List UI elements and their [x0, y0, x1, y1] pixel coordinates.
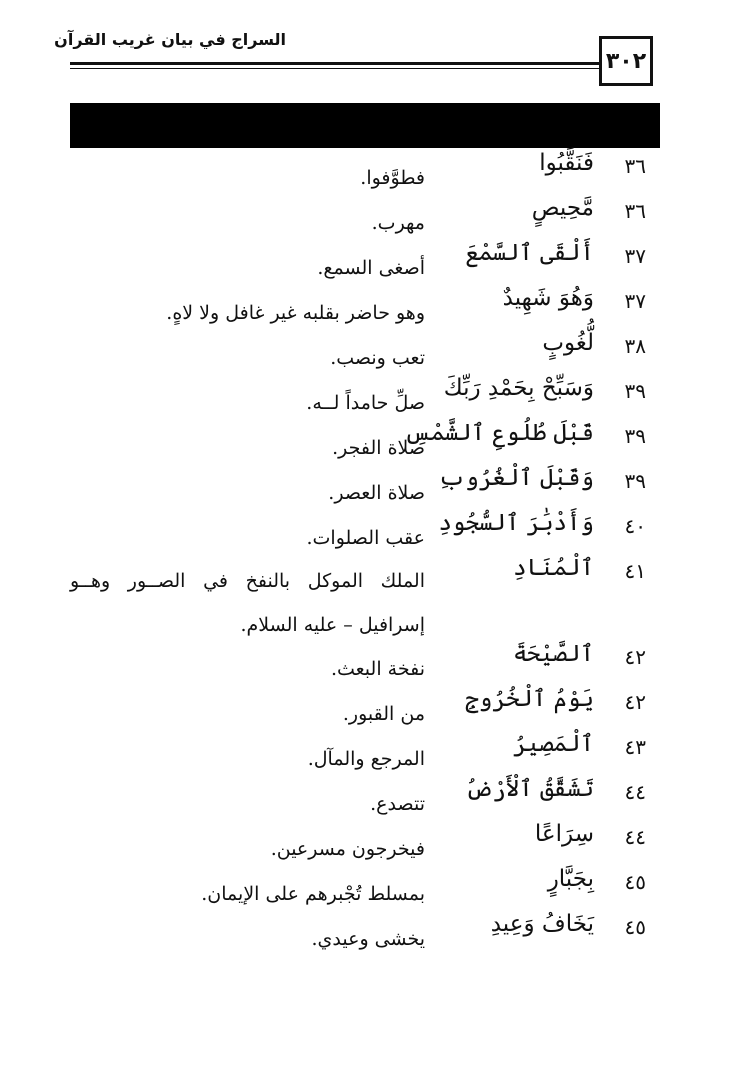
word-meaning: مهرب. [371, 212, 425, 234]
glossary-row [70, 240, 660, 285]
verse-number: ٣٩ [624, 469, 646, 493]
section-heading-bar [70, 103, 660, 148]
glossary-row [70, 555, 660, 641]
quran-word: وَسَبِّحْ بِحَمْدِ رَبِّكَ [443, 375, 594, 401]
quran-word: سِرَاعًا [534, 821, 594, 847]
quran-word: وَهُوَ شَهِيدٌ [502, 285, 594, 311]
glossary-row [70, 776, 660, 821]
quran-word: أَلْقَى ٱلسَّمْعَ [465, 240, 594, 266]
page-number: ٣٠٢ [599, 36, 653, 86]
word-meaning: من القبور. [342, 703, 425, 725]
word-meaning: أصغى السمع. [317, 257, 425, 279]
word-meaning: فطوَّفوا. [360, 167, 425, 189]
verse-number: ٤٥ [624, 915, 646, 939]
glossary-row [70, 866, 660, 911]
word-meaning: تتصدع. [370, 793, 425, 815]
verse-number: ٤٢ [624, 690, 646, 714]
quran-word: لُّغُوبٍ [542, 330, 594, 356]
glossary-row [70, 510, 660, 555]
glossary-row [70, 150, 660, 195]
quran-word: قَبْلَ طُلُوعِ ٱلشَّمْسِ [404, 420, 594, 446]
glossary-row [70, 731, 660, 776]
page-header [54, 26, 660, 76]
glossary-row [70, 911, 660, 956]
quran-word: ٱلْمَصِيرُ [513, 731, 594, 757]
verse-number: ٤٤ [624, 780, 646, 804]
verse-number: ٤٤ [624, 825, 646, 849]
word-meaning: المرجع والمآل. [307, 748, 425, 770]
verse-number: ٣٨ [624, 334, 646, 358]
glossary-row [70, 420, 660, 465]
glossary-row [70, 195, 660, 240]
quran-word: بِجَبَّارٍ [547, 866, 594, 892]
word-meaning: الملك الموكل بالنفخ في الصــور وهــو إسرافيل – عليه السلام. [70, 570, 425, 636]
word-meaning: صلاة الفجر. [332, 437, 425, 459]
word-meaning: بمسلط تُجْبرهم على الإيمان. [201, 883, 425, 905]
verse-number: ٤٢ [624, 645, 646, 669]
glossary-row [70, 465, 660, 510]
verse-number: ٤١ [624, 559, 646, 583]
word-meaning: فيخرجون مسرعين. [270, 838, 425, 860]
quran-word: ٱلْمُنَادِ [513, 555, 594, 581]
word-meaning: وهو حاضر بقلبه غير غافل ولا لاهٍ. [166, 302, 425, 324]
book-title: السراج في بيان غريب القرآن [54, 30, 286, 49]
verse-number: ٣٩ [624, 379, 646, 403]
word-meaning: عقب الصلوات. [306, 527, 425, 549]
verse-number: ٣٩ [624, 424, 646, 448]
quran-word: ٱلصَّيْحَةَ [513, 641, 594, 667]
quran-word: يَوْمُ ٱلْخُرُوجِ [465, 686, 594, 712]
quran-word: فَنَقَّبُوا [539, 150, 594, 176]
glossary-row [70, 686, 660, 731]
verse-number: ٣٦ [624, 199, 646, 223]
word-meaning: صلِّ حامداً لــه. [306, 392, 425, 414]
word-meaning: تعب ونصب. [330, 347, 425, 369]
verse-number: ٤٠ [624, 514, 646, 538]
glossary-row [70, 330, 660, 375]
verse-number: ٣٧ [624, 244, 646, 268]
header-rule-thick [70, 62, 600, 65]
word-meaning: صلاة العصر. [328, 482, 425, 504]
glossary-row [70, 285, 660, 330]
quran-word: مَّحِيصٍ [531, 195, 594, 221]
glossary-row [70, 821, 660, 866]
verse-number: ٤٥ [624, 870, 646, 894]
header-rule-thin [70, 68, 600, 69]
quran-word: تَشَقَّقُ ٱلْأَرْضُ [465, 776, 594, 802]
quran-word: وَأَدْبَٰرَ ٱلسُّجُودِ [438, 510, 594, 536]
word-meaning: نفخة البعث. [330, 658, 425, 680]
glossary-row [70, 641, 660, 686]
glossary-list [70, 150, 660, 956]
quran-word: يَخَافُ وَعِيدِ [490, 911, 594, 937]
verse-number: ٤٣ [624, 735, 646, 759]
glossary-row [70, 375, 660, 420]
verse-number: ٣٧ [624, 289, 646, 313]
quran-word: وَقَبْلَ ٱلْغُرُوبِ [438, 465, 594, 491]
verse-number: ٣٦ [624, 154, 646, 178]
word-meaning: يخشى وعيدي. [311, 928, 425, 950]
